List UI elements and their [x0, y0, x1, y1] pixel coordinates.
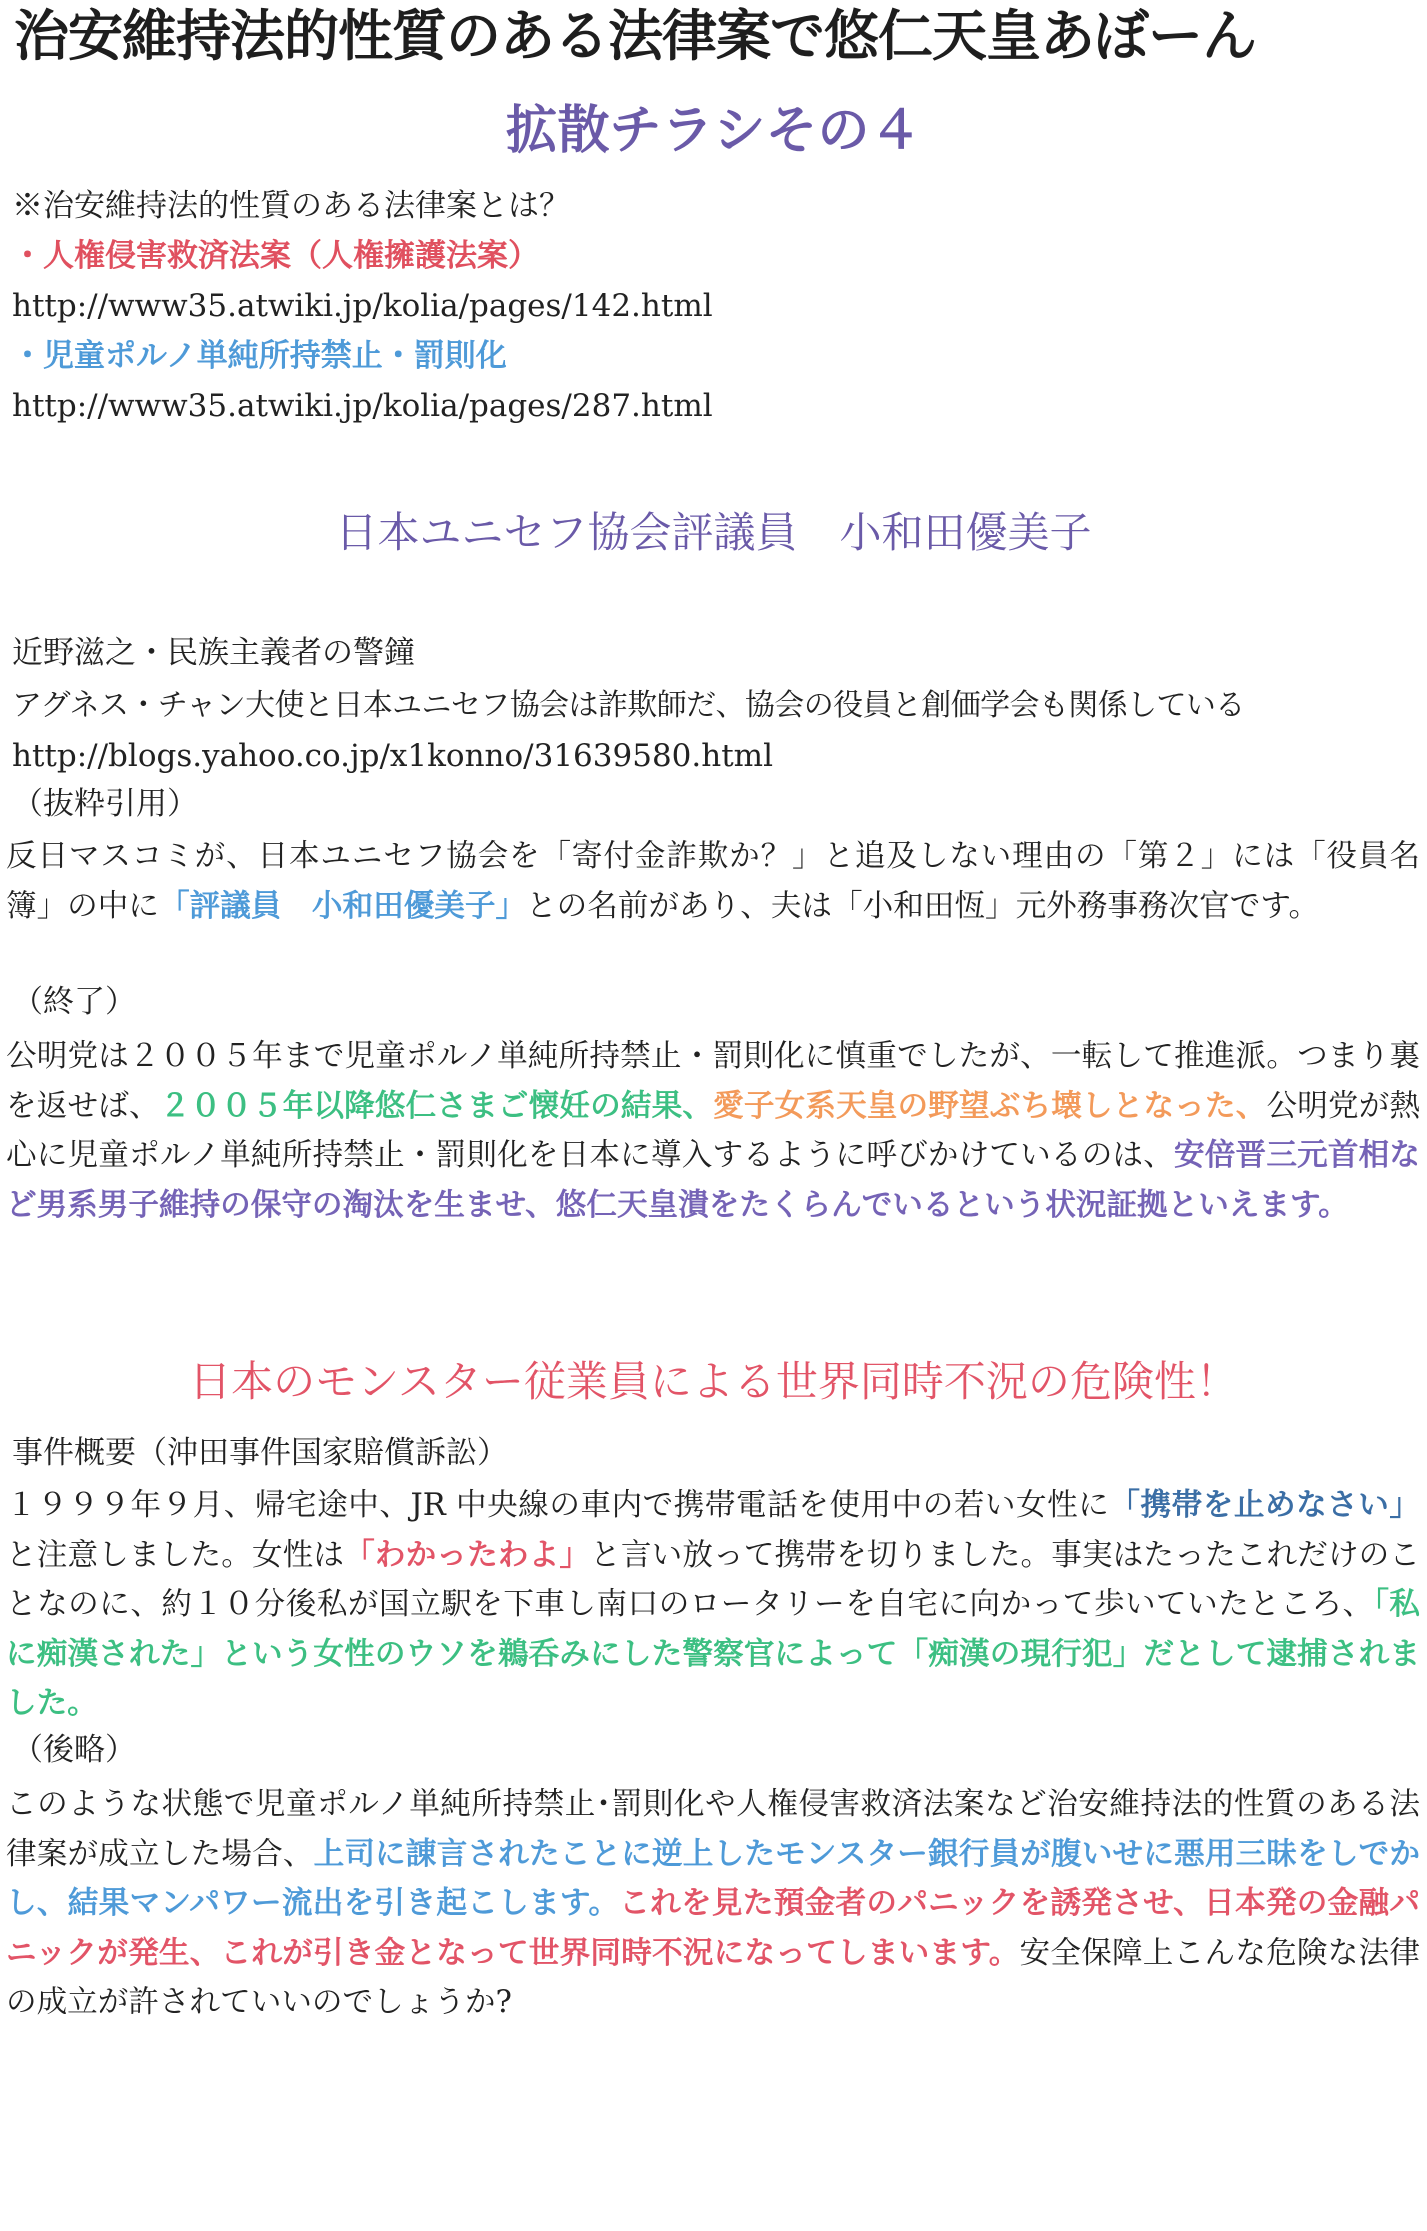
section2-heading: 日本のモンスター従業員による世界同時不況の危険性！: [189, 1357, 1238, 1406]
section1-p2-text-mid: 公明党が熱心に児童ポルノ単純所持禁止・罰則化を日本に導入するように呼びかけているのは、: [6, 1088, 1421, 1173]
intro-url-1[interactable]: http://www35.atwiki.jp/kolia/pages/142.html: [12, 288, 713, 324]
section1-paragraph-2: [6, 1032, 1420, 1230]
section2-p1-quote-ok: 「わかったわよ」: [344, 1536, 591, 1573]
section1-quote-start: （抜粋引用）: [12, 786, 198, 822]
section1-p2-green: ２００５年以降悠仁さまご懐妊の結果、: [159, 1087, 714, 1124]
section2-paragraph-1: [6, 1481, 1420, 1729]
section1-url[interactable]: http://blogs.yahoo.co.jp/x1konno/31639580.html: [12, 738, 773, 774]
section2-p1-text-3: と言い放って携帯を切りました。事実はたったこれだけのことなのに、約１０分後私が国立駅を下車し南口のロータリーを自宅に向かって歩いていたところ、: [6, 1537, 1421, 1622]
section2-case-title: 事件概要（沖田事件国家賠償訴訟）: [12, 1435, 508, 1471]
section2-p2-text-end: 安全保障上こんな危険な法律の成立が許されていいのでしょうか?: [6, 1935, 1420, 2020]
page-title: 治安維持法的性質のある法律案で悠仁天皇あぼーん: [14, 4, 1257, 68]
section1-paragraph-1: [6, 832, 1420, 931]
section2-omitted: （後略）: [12, 1732, 136, 1768]
flyer-subtitle: 拡散チラシその４: [505, 100, 922, 161]
section2-p2-pink: これを見た預金者のパニックを誘発させ、日本発の金融パニックが発生、これが引き金となって世界同時不況になってしまいます。: [6, 1885, 1420, 1971]
intro-item-child-porn-ban: ・児童ポルノ単純所持禁止・罰則化: [12, 338, 507, 374]
section1-p1-text: 反日マスコミが、日本ユニセフ協会を「寄付金詐欺か？」と追及しない理由の「第２」には「役員名簿」の中に: [6, 839, 1420, 924]
section1-p2-text: 公明党は２００５年まで児童ポルノ単純所持禁止・罰則化に慎重でしたが、一転して推進派。つまり裏を返せば、: [6, 1039, 1420, 1124]
section1-p2-purple: 安倍晋三元首相など男系男子維持の保守の淘汰を生ませ、悠仁天皇潰をたくらんでいるという状況証拠といえます。: [6, 1137, 1420, 1223]
section1-p1-text-end: との名前があり、夫は「小和田恆」元外務事務次官です。: [526, 888, 1320, 924]
intro-question: ※治安維持法的性質のある法律案とは？: [12, 188, 570, 224]
section2-paragraph-2: [6, 1780, 1420, 2028]
section1-heading: 日本ユニセフ協会評議員 小和田優美子: [335, 508, 1092, 557]
intro-item-human-rights-bill: ・人権侵害救済法案（人権擁護法案）: [12, 238, 539, 274]
section1-quote-end: （終了）: [12, 984, 136, 1020]
section1-source: 近野滋之・民族主義者の警鐘: [12, 635, 415, 671]
section1-p2-orange: 愛子女系天皇の野望ぶち壊しとなった、: [713, 1087, 1267, 1124]
section1-p1-highlight: 「評議員 小和田優美子」: [158, 887, 527, 924]
section2-p2-text: このような状態で児童ポルノ単純所持禁止･罰則化や人権侵害救済法案など治安維持法的性質のある法律案が成立した場合、: [6, 1787, 1420, 1872]
section1-article-title: アグネス・チャン大使と日本ユニセフ協会は詐欺師だ、協会の役員と創価学会も関係している: [12, 688, 1245, 723]
section2-p1-green: 「私に痴漢された」という女性のウソを鵜呑みにした警察官によって「痴漢の現行犯」だとして逮捕されました。: [6, 1586, 1421, 1721]
section2-p2-blue: 上司に諌言されたことに逆上したモンスター銀行員が腹いせに悪用三昧をしでかし、結果マンパワー流出を引き起こします。: [6, 1835, 1421, 1921]
section2-p1-text: １９９９年９月、帰宅途中、JR 中央線の車内で携帯電話を使用中の若い女性に: [6, 1488, 1110, 1523]
section2-p1-quote-stop: 「携帯を止めなさい」: [1109, 1487, 1420, 1523]
section2-p1-text-2: と注意しました。女性は: [6, 1537, 345, 1573]
intro-url-2[interactable]: http://www35.atwiki.jp/kolia/pages/287.html: [12, 388, 713, 424]
